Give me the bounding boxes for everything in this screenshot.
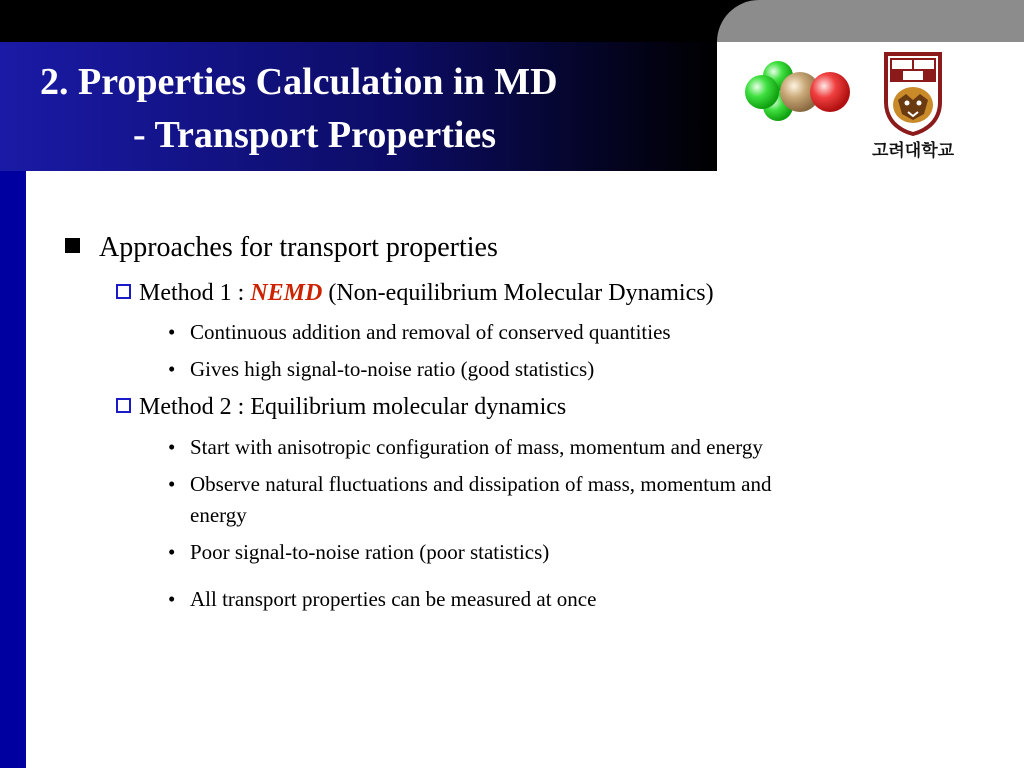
method2-item (116, 394, 566, 421)
list-item (168, 320, 671, 345)
dot-bullet-icon: • (168, 472, 176, 496)
list-item (168, 587, 596, 612)
heading-item (65, 232, 498, 264)
list-item (168, 357, 594, 382)
dot-bullet-icon: • (168, 320, 176, 344)
dot-bullet-icon: • (168, 357, 176, 381)
list-item-text: Observe natural fluctuations and dissipation of mass, momentum and (190, 472, 772, 496)
method2-label: Method 2 : Equilibrium molecular dynamics (139, 394, 567, 420)
method1-highlight: NEMD (250, 280, 323, 306)
list-item (168, 540, 549, 565)
slide-title: 2. Properties Calculation in MD (40, 61, 558, 103)
list-item-text: Start with anisotropic configuration of mass, momentum and energy (190, 435, 763, 459)
dot-bullet-icon: • (168, 587, 176, 611)
hollow-square-bullet-icon (116, 398, 131, 413)
square-bullet-icon (65, 238, 80, 253)
heading-text: Approaches for transport properties (99, 232, 498, 263)
university-name: 고려대학교 (871, 141, 955, 161)
method1-prefix: Method 1 : (139, 280, 251, 306)
hollow-square-bullet-icon (116, 284, 131, 299)
slide-subtitle: - Transport Properties (133, 114, 497, 156)
list-item-text: All transport properties can be measured at once (190, 587, 597, 611)
list-item-text: Gives high signal-to-noise ratio (good statistics) (190, 357, 595, 381)
list-item (168, 472, 771, 497)
dot-bullet-icon: • (168, 540, 176, 564)
list-item-text: Continuous addition and removal of conserved quantities (190, 320, 671, 344)
method1-suffix: (Non-equilibrium Molecular Dynamics) (322, 280, 714, 306)
list-item-text: Poor signal-to-noise ration (poor statistics) (190, 540, 550, 564)
list-item (168, 435, 763, 460)
list-item-continuation: energy (190, 503, 247, 527)
dot-bullet-icon: • (168, 435, 176, 459)
method1-item (116, 280, 714, 307)
